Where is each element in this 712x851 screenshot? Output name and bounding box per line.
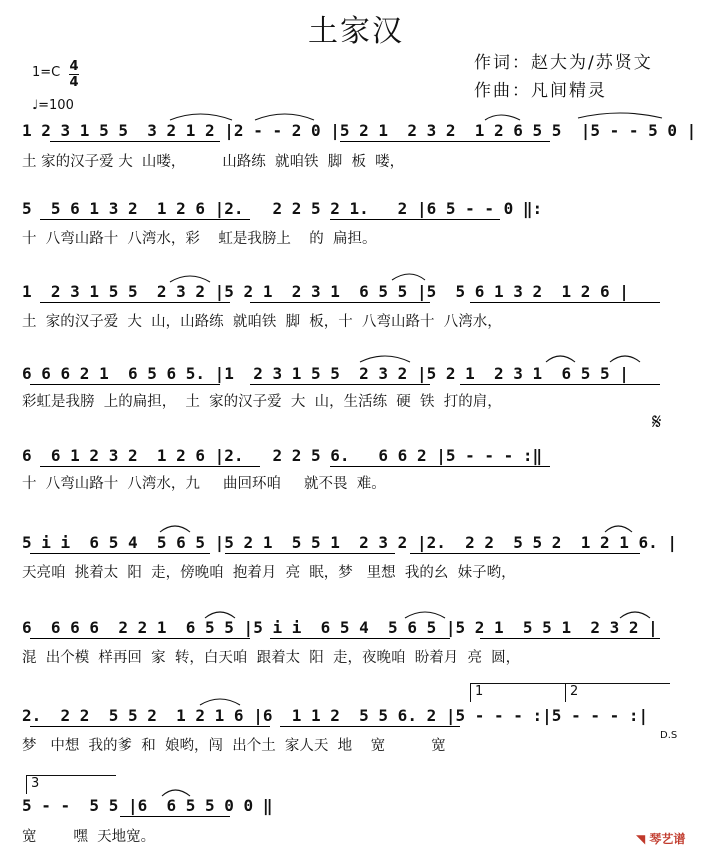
slur bbox=[546, 356, 575, 362]
segno-sign: 𝄋 bbox=[652, 410, 662, 435]
notation-row-2: 5 5 6 1 3 2 1 2 6 |2. 2 2 5 2 1. 2 |6 5 - - 0 ‖: bbox=[22, 199, 543, 218]
underline bbox=[120, 816, 230, 817]
notation-row-4: 6 6 6 2 1 6 5 6 5. |1 2 3 1 5 5 2 3 2 |5 2 1 2 3 1 6 5 5 | bbox=[22, 364, 629, 383]
underline bbox=[30, 384, 220, 385]
underline bbox=[330, 219, 500, 220]
underline bbox=[40, 302, 230, 303]
slur bbox=[162, 790, 190, 796]
lyric-row-9: 宽 嘿 天地宽。 bbox=[22, 829, 156, 845]
lyric-row-2: 十 八弯山路十 八湾水，彩 虹是我膀上 的 扁担。 bbox=[22, 231, 377, 247]
slur bbox=[485, 115, 520, 120]
notation-row-3: 1 2 3 1 5 5 2 3 2 |5 2 1 2 3 1 6 5 5 |5 5 6 1 3 2 1 2 6 | bbox=[22, 282, 629, 301]
slur bbox=[160, 526, 190, 532]
underline bbox=[50, 141, 220, 142]
notation-row-6: 5 i i 6 5 4 5 6 5 |5 2 1 5 5 1 2 3 2 |2. 2 2 5 5 2 1 2 1 6. | bbox=[22, 533, 678, 552]
lyric-row-7: 混 出个模 样再回 家 转，白天咱 跟着太 阳 走，夜晚咱 盼着月 亮 圆， bbox=[22, 650, 521, 666]
underline bbox=[480, 638, 660, 639]
slur bbox=[405, 612, 445, 618]
key-signature: 1=C bbox=[32, 65, 61, 80]
slur bbox=[605, 526, 632, 532]
underline bbox=[40, 466, 260, 467]
tempo-marking: ♩=100 bbox=[32, 98, 74, 113]
notation-row-9: 5 - - 5 5 |6 6 5 5 0 0 ‖ bbox=[22, 796, 273, 815]
slur bbox=[170, 276, 210, 282]
underline bbox=[410, 553, 640, 554]
composer-credit: 作曲：凡间精灵 bbox=[474, 81, 607, 101]
meter-top: 4 bbox=[69, 59, 79, 74]
underline bbox=[270, 638, 450, 639]
volta-3: 3 bbox=[26, 775, 116, 794]
underline bbox=[470, 302, 660, 303]
underline bbox=[30, 553, 210, 554]
lyric-row-1: 土 家的汉子爱 大 山喽， 山路练 就咱铁 脚 板 喽， bbox=[22, 154, 405, 170]
underlines bbox=[30, 141, 660, 817]
slur bbox=[392, 274, 425, 280]
underline bbox=[330, 466, 550, 467]
lyric-row-3: 土 家的汉子爱 大 山，山路练 就咱铁 脚 板，十 八弯山路十 八湾水， bbox=[22, 314, 502, 330]
lyricist-credit: 作词：赵大为/苏贤文 bbox=[474, 53, 653, 73]
volta-2: 2 bbox=[565, 683, 670, 702]
slur bbox=[200, 699, 240, 705]
underline bbox=[460, 384, 660, 385]
slur bbox=[205, 612, 235, 618]
song-title: 土家汉 bbox=[308, 14, 404, 49]
notation-row-7: 6 6 6 6 2 2 1 6 5 5 |5 i i 6 5 4 5 6 5 |5 2 1 5 5 1 2 3 2 | bbox=[22, 618, 658, 637]
slur bbox=[255, 114, 314, 120]
lyric-row-6: 天亮咱 挑着太 阳 走，傍晚咱 抱着月 亮 眠，梦 里想 我的幺 妹子哟， bbox=[22, 565, 516, 581]
underline bbox=[30, 726, 270, 727]
lyric-row-8: 梦 中想 我的爹 和 娘哟，闯 出个土 家人天 地 宽 宽 bbox=[22, 738, 446, 754]
underline bbox=[340, 141, 550, 142]
slurs bbox=[160, 113, 662, 796]
volta-1: 1 bbox=[470, 683, 565, 702]
logo-mark-icon: ◥ bbox=[636, 832, 646, 846]
lyric-row-5: 十 八弯山路十 八湾水，九 曲回环咱 就不畏 难。 bbox=[22, 476, 386, 492]
notation-row-8: 2. 2 2 5 5 2 1 2 1 6 |6 1 1 2 5 5 6. 2 |5 - - - :|5 - - - :| bbox=[22, 706, 649, 725]
underline bbox=[280, 726, 460, 727]
slur bbox=[360, 356, 410, 362]
underline bbox=[40, 219, 250, 220]
meter-bottom: 4 bbox=[69, 75, 79, 90]
slur bbox=[170, 114, 232, 120]
underline bbox=[30, 638, 250, 639]
underline bbox=[250, 302, 430, 303]
ds-mark: D.S bbox=[660, 730, 678, 741]
underline bbox=[250, 384, 430, 385]
slur bbox=[610, 356, 640, 362]
slur bbox=[620, 612, 650, 618]
logo-text: 琴艺谱 bbox=[649, 832, 686, 846]
notation-row-1: 1 2 3 1 5 5 3 2 1 2 |2 - - 2 0 |5 2 1 2 3 2 1 2 6 5 5 |5 - - 5 0 | bbox=[22, 121, 697, 140]
slur bbox=[578, 113, 662, 118]
underline bbox=[225, 553, 395, 554]
notation-row-5: 6 6 1 2 3 2 1 2 6 |2. 2 2 5 6. 6 6 2 |5 - - - :‖ bbox=[22, 446, 543, 465]
lyric-row-4: 彩虹是我膀 上的扁担， 土 家的汉子爱 大 山，生活练 硬 铁 打的肩， bbox=[22, 394, 502, 410]
site-logo bbox=[636, 830, 685, 847]
